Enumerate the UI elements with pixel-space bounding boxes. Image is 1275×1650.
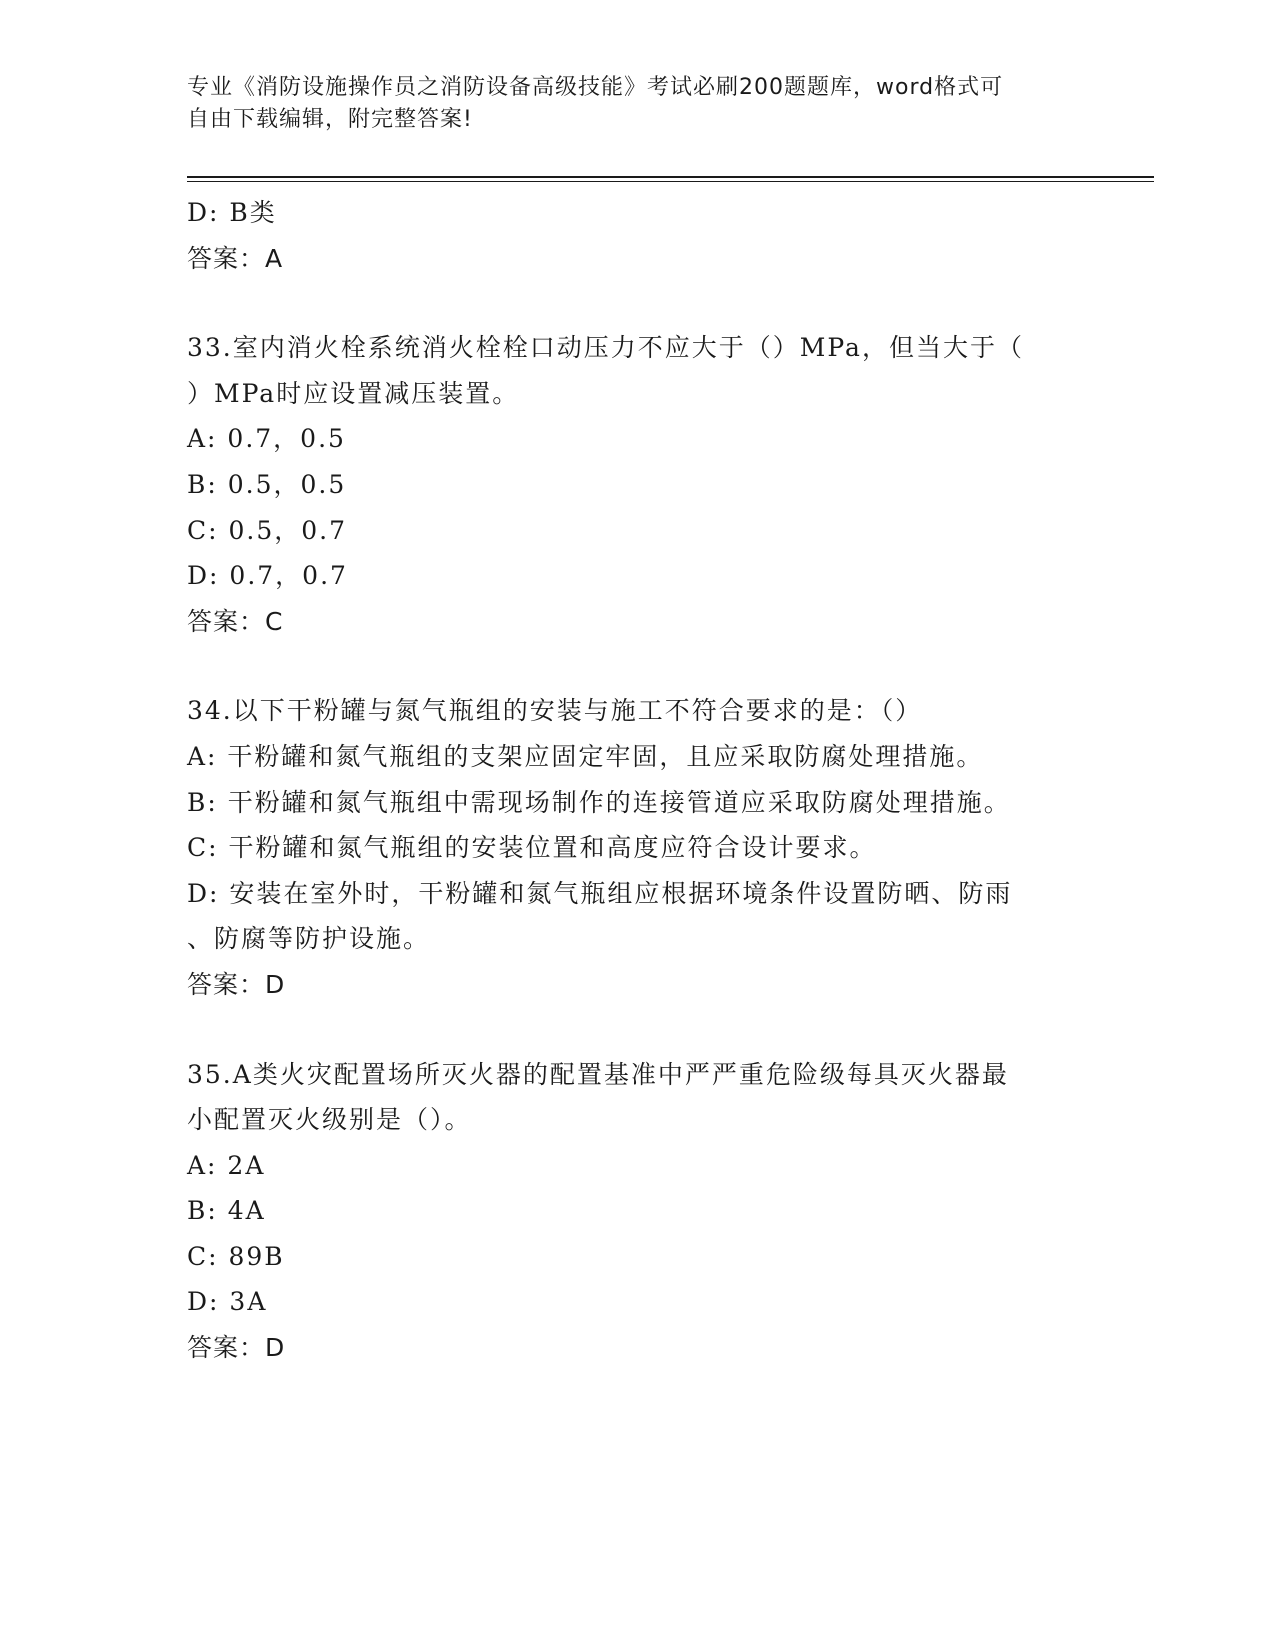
option-d: D: 0.7，0.7 [187, 561, 348, 591]
question-34 [187, 688, 1087, 1007]
carryover-question [187, 190, 1087, 281]
option-a: A: 干粉罐和氮气瓶组的支架应固定牢固，且应采取防腐处理措施。 [187, 741, 984, 771]
answer-line: 答案：D [187, 1333, 286, 1363]
option-b: B: 4A [187, 1196, 266, 1226]
question-stem-cont: ）MPa时应设置减压装置。 [187, 378, 520, 408]
question-stem: 34.以下干粉罐与氮气瓶组的安装与施工不符合要求的是：（） [187, 696, 923, 726]
question-stem-cont: 小配置灭火级别是（）。 [187, 1105, 472, 1135]
answer-line: 答案：A [187, 243, 284, 273]
question-stem: 33.室内消火栓系统消火栓栓口动压力不应大于（）MPa，但当大于（ [187, 333, 1024, 363]
option-c: C: 0.5，0.7 [187, 515, 348, 545]
header-divider [187, 176, 1154, 182]
option-b: B: 干粉罐和氮气瓶组中需现场制作的连接管道应采取防腐处理措施。 [187, 787, 1011, 817]
option-c: C: 89B [187, 1241, 285, 1271]
option-a: A: 2A [187, 1150, 266, 1180]
option-b: B: 0.5，0.5 [187, 469, 347, 499]
header-line-2: 自由下载编辑，附完整答案! [187, 107, 473, 132]
answer-line: 答案：C [187, 606, 284, 636]
header-line-1: 专业《消防设施操作员之消防设备高级技能》考试必刷200题题库，word格式可 [187, 75, 1004, 100]
answer-line: 答案：D [187, 969, 286, 999]
question-stem: 35.A类火灾配置场所灭火器的配置基准中严严重危险级每具灭火器最 [187, 1059, 1009, 1089]
document-body [187, 190, 1087, 1371]
option-d-cont: 、防腐等防护设施。 [187, 924, 431, 954]
question-35 [187, 1052, 1087, 1371]
option-a: A: 0.7，0.5 [187, 424, 346, 454]
option-d: D: 3A [187, 1287, 268, 1317]
page-header [187, 72, 1087, 136]
question-33 [187, 325, 1087, 644]
option-d: D: B类 [187, 198, 277, 227]
option-d: D: 安装在室外时，干粉罐和氮气瓶组应根据环境条件设置防晒、防雨 [187, 878, 1013, 908]
option-c: C: 干粉罐和氮气瓶组的安装位置和高度应符合设计要求。 [187, 833, 877, 863]
